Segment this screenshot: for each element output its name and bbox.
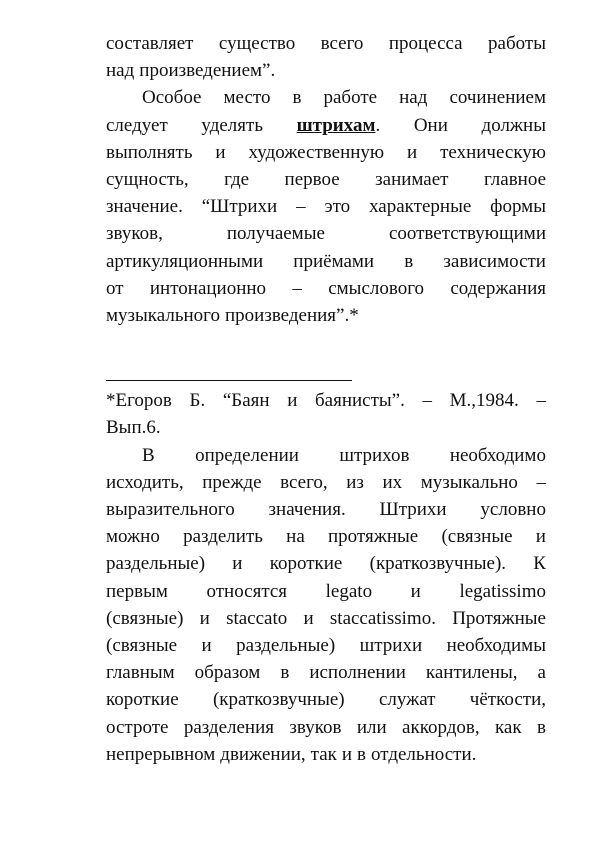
word: значения.	[268, 499, 346, 520]
word: сущность,	[106, 168, 189, 190]
word: в	[404, 250, 414, 272]
word: так	[310, 743, 337, 765]
word: и	[215, 141, 226, 163]
word: работе	[323, 87, 378, 109]
text-line	[106, 741, 546, 768]
word: –	[536, 390, 546, 412]
word: можно	[106, 526, 160, 548]
word: В	[142, 444, 155, 466]
word: –	[536, 471, 546, 493]
word: (связные	[106, 634, 178, 656]
text-line	[106, 659, 546, 686]
footnote	[106, 387, 546, 441]
text-line	[106, 686, 546, 713]
blank-space	[106, 329, 546, 356]
word: служат	[378, 689, 436, 711]
word: М.,1984.	[449, 390, 519, 412]
word: существо	[218, 33, 296, 54]
word: смыслового	[328, 277, 425, 299]
word: Протяжные	[452, 607, 546, 629]
word: это	[324, 196, 351, 218]
word: и	[341, 743, 353, 765]
word: процесса	[388, 33, 463, 54]
word: следует	[106, 114, 168, 136]
word: штрихи	[359, 634, 423, 656]
text-line	[106, 248, 546, 275]
word: из	[346, 471, 364, 493]
word: непрерывном	[106, 743, 216, 765]
word: legato	[325, 580, 373, 602]
text-line	[106, 523, 546, 550]
word: содержания	[450, 277, 546, 299]
text-line	[106, 714, 546, 741]
paragraph-continuation	[106, 30, 546, 84]
paragraph-definition	[106, 442, 546, 768]
word: и	[535, 526, 546, 548]
word: раздельные)	[106, 553, 206, 575]
word: –	[292, 277, 302, 299]
word: техническую	[440, 141, 546, 163]
word: а	[537, 662, 546, 684]
word: музыкального	[106, 304, 220, 326]
word: раздельные)	[236, 634, 336, 656]
word: где	[224, 168, 250, 190]
word: разделения	[183, 716, 274, 738]
word: аккордов,	[402, 716, 480, 738]
word: уделять	[201, 114, 263, 136]
text-line	[106, 193, 546, 220]
text-line	[106, 578, 546, 605]
word: legatissimo	[459, 580, 546, 602]
text-line	[106, 469, 546, 496]
word: занимает	[375, 168, 449, 190]
text-line	[106, 139, 546, 166]
word: короткие	[106, 689, 179, 711]
text-line	[106, 496, 546, 523]
word: их	[382, 471, 403, 493]
word: должны	[481, 114, 546, 136]
word: и	[410, 580, 421, 602]
word: остроте	[106, 716, 169, 738]
word: движении,	[220, 743, 306, 765]
word: произведения”.*	[224, 304, 359, 326]
word: Б.	[189, 390, 206, 412]
word: от	[106, 277, 124, 299]
word: образом	[194, 662, 261, 684]
word: произведением”.	[139, 60, 276, 82]
word: первое	[284, 168, 340, 190]
word: “Штрихи	[201, 196, 278, 218]
word: звуков,	[106, 223, 163, 245]
paragraph-strokes	[106, 84, 546, 329]
text-line	[106, 220, 546, 247]
word: относятся	[206, 580, 288, 602]
text-line	[106, 112, 546, 139]
word: зависимости	[443, 250, 546, 272]
word: –	[296, 196, 306, 218]
word: *Егоров	[106, 390, 172, 412]
word: в	[357, 743, 367, 765]
text-line	[106, 166, 546, 193]
word: –	[422, 390, 433, 412]
word: необходимы	[446, 634, 546, 656]
word: отдельности.	[371, 743, 477, 765]
word: staccatissimo.	[329, 607, 436, 629]
text-line	[106, 302, 546, 329]
word: штрихов	[339, 444, 410, 466]
word: (краткозвучные).	[369, 553, 507, 575]
word: выполнять	[106, 141, 193, 163]
word: музыкально	[420, 471, 518, 493]
word: интонационно	[149, 277, 267, 299]
word: работы	[488, 33, 546, 54]
word: исходить,	[106, 471, 184, 493]
word: чёткости,	[469, 689, 546, 711]
word: (краткозвучные)	[212, 689, 345, 711]
word: составляет	[106, 33, 194, 54]
text-line	[106, 632, 546, 659]
word: необходимо	[449, 444, 546, 466]
word: главное	[483, 168, 546, 190]
text-line	[106, 605, 546, 632]
word: главным	[106, 662, 175, 684]
text-line	[106, 550, 546, 577]
word: разделить	[183, 526, 263, 548]
emphasized-term: штрихам	[296, 114, 376, 136]
word: и	[303, 607, 314, 629]
word: значение.	[106, 196, 183, 218]
word: соответствующими	[388, 223, 546, 245]
word: кантилены,	[425, 662, 518, 684]
footnote-line	[106, 387, 546, 414]
word: в	[536, 716, 546, 738]
text-line	[106, 84, 546, 111]
word: над	[106, 60, 135, 82]
word: в	[280, 662, 290, 684]
word: на	[286, 526, 305, 548]
word: прежде	[202, 471, 262, 493]
document-page	[106, 30, 546, 768]
word: и	[201, 634, 212, 656]
word: баянисты”.	[315, 390, 405, 412]
word: выразительного	[106, 499, 235, 520]
text-line	[106, 275, 546, 302]
word: определении	[195, 444, 299, 466]
word: Они	[413, 114, 448, 136]
word: художественную	[248, 141, 385, 163]
word: всего	[320, 33, 364, 54]
word: и	[199, 607, 210, 629]
word: в	[292, 87, 302, 109]
word: место	[223, 87, 271, 109]
word: Штрихи	[379, 499, 447, 520]
word: протяжные	[328, 526, 419, 548]
word: К	[533, 553, 546, 575]
word: или	[356, 716, 387, 738]
word: характерные	[369, 196, 472, 218]
footnote-separator	[106, 380, 352, 381]
word: звуков	[289, 716, 342, 738]
text-line	[106, 442, 546, 469]
word: и	[232, 553, 243, 575]
word: приёмами	[293, 250, 375, 272]
word: исполнении	[309, 662, 406, 684]
word: получаемые	[226, 223, 325, 245]
word: формы	[490, 196, 546, 218]
word: Особое	[142, 87, 202, 109]
word: над	[399, 87, 428, 109]
word: первым	[106, 580, 168, 602]
word: всего,	[280, 471, 328, 493]
word: staccato	[226, 607, 288, 629]
word: и	[287, 390, 298, 412]
word: сочинением	[449, 87, 546, 109]
word: артикуляционными	[106, 250, 264, 272]
word: и	[407, 141, 418, 163]
word: (связные)	[106, 607, 184, 629]
text-line	[106, 30, 546, 57]
word: “Баян	[222, 390, 270, 412]
word: Вып.6.	[106, 417, 161, 439]
text-line	[106, 57, 546, 84]
word: условно	[480, 499, 546, 520]
word: короткие	[269, 553, 343, 575]
word: как	[494, 716, 522, 738]
word: (связные	[441, 526, 513, 548]
footnote-line	[106, 414, 546, 441]
word: штрихам.	[296, 114, 381, 136]
